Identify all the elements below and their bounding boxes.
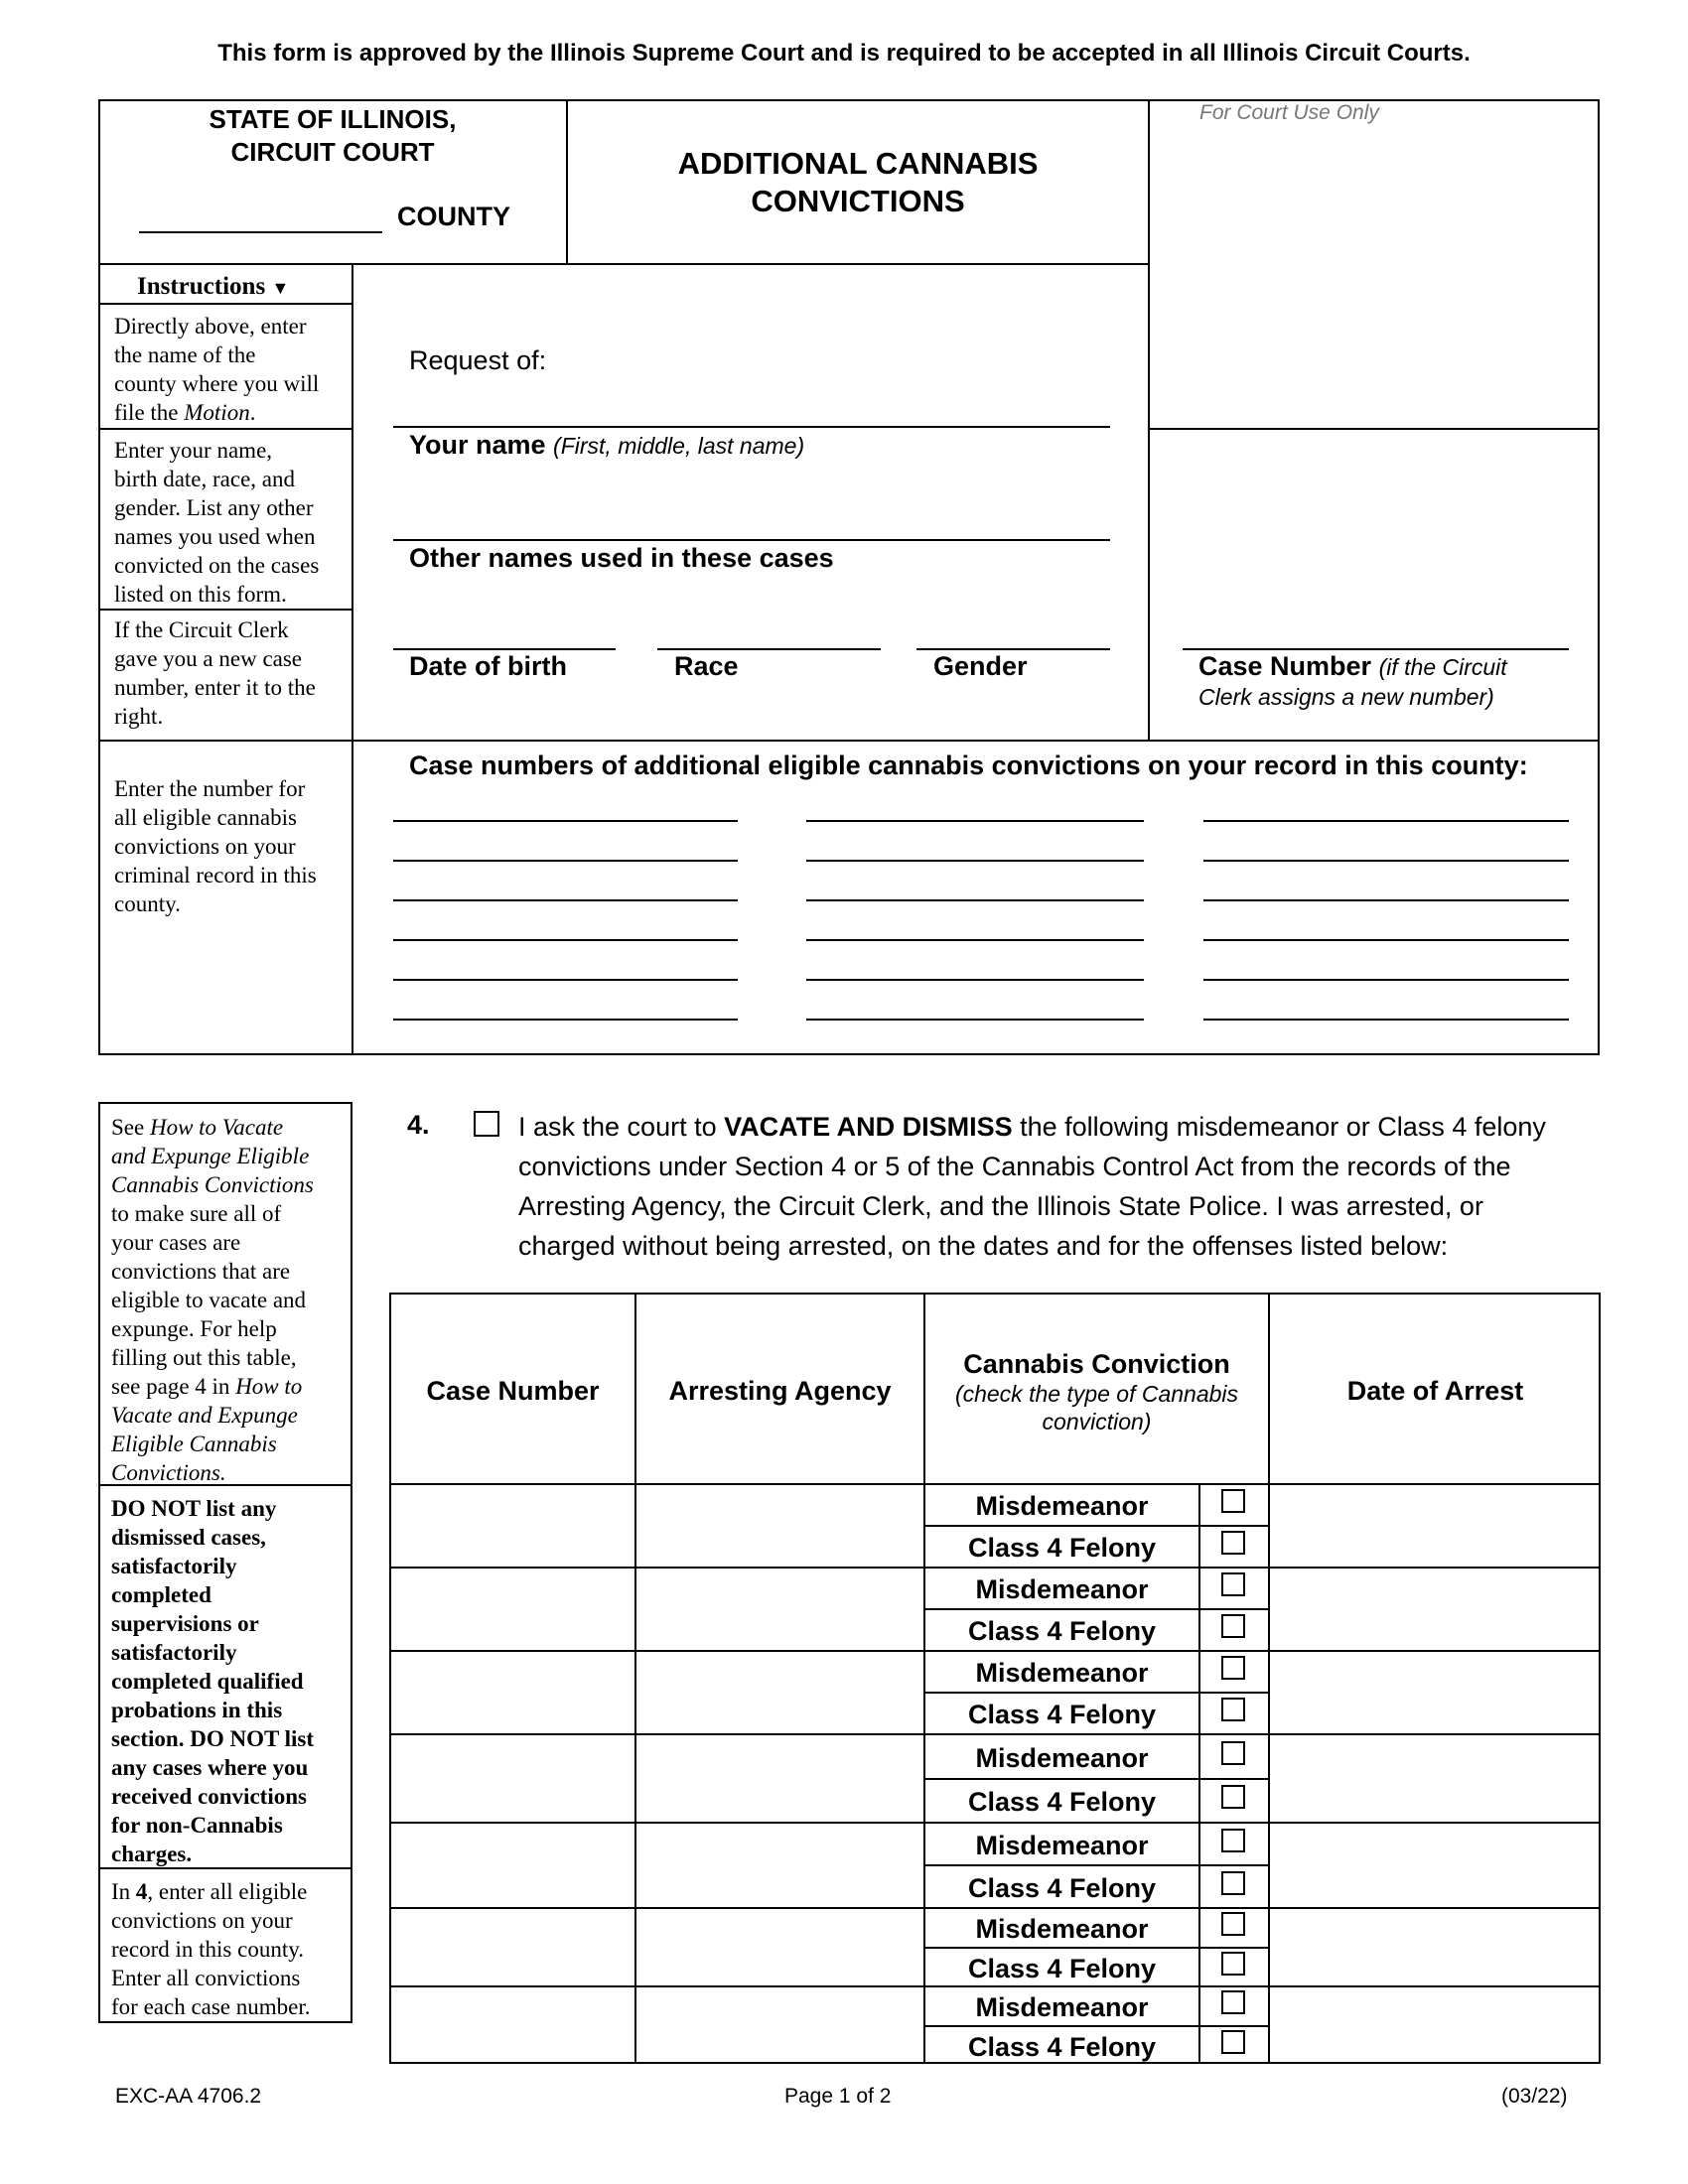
court-name: STATE OF ILLINOIS, CIRCUIT COURT (209, 104, 457, 167)
case-number-cell[interactable] (391, 1735, 634, 1821)
class-4-felony-checkbox[interactable] (1221, 1698, 1245, 1721)
additional-case-number-field[interactable] (393, 899, 738, 901)
misdemeanor-label: Misdemeanor (975, 1831, 1149, 1860)
county-label: COUNTY (397, 202, 510, 231)
class-4-felony-checkbox[interactable] (1221, 1614, 1245, 1638)
additional-case-number-field[interactable] (393, 979, 738, 981)
case-number-cell[interactable] (391, 1824, 634, 1906)
date-of-arrest-cell[interactable] (1270, 1735, 1601, 1821)
additional-case-number-field[interactable] (1203, 820, 1569, 822)
case-number-cell[interactable] (391, 1485, 634, 1566)
additional-case-number-field[interactable] (1203, 860, 1569, 862)
note-see-guide: See How to Vacate and Expunge Eligible Cannabis Convictions to make sure all of your cases are convictions that are eligible to vacate and expunge. For help filling out this table, see page 4 in How to Vacate and Expunge Eligible Cannabis Convictions. (111, 1115, 314, 1485)
class-4-felony-label: Class 4 Felony (967, 1700, 1157, 1729)
additional-case-number-field[interactable] (806, 1019, 1144, 1021)
additional-case-number-field[interactable] (1203, 939, 1569, 941)
case-number-cell[interactable] (391, 1987, 634, 2063)
gender-field[interactable] (916, 648, 1110, 650)
instruction-county: Directly above, enter the name of the county where you will file the Motion. (114, 314, 320, 425)
arresting-agency-cell[interactable] (636, 1987, 923, 2063)
additional-case-number-field[interactable] (1203, 899, 1569, 901)
your-name-label: Your name (First, middle, last name) (409, 430, 805, 460)
misdemeanor-checkbox[interactable] (1221, 1572, 1245, 1596)
class-4-felony-checkbox[interactable] (1221, 1785, 1245, 1809)
vacate-dismiss-checkbox[interactable] (474, 1111, 499, 1137)
case-number-cell[interactable] (391, 1569, 634, 1649)
other-names-label: Other names used in these cases (409, 543, 834, 573)
additional-case-number-field[interactable] (393, 860, 738, 862)
arresting-agency-cell[interactable] (636, 1735, 923, 1821)
arresting-agency-cell[interactable] (636, 1485, 923, 1566)
page-number: Page 1 of 2 (784, 2085, 892, 2108)
case-number-cell[interactable] (391, 1909, 634, 1984)
additional-case-number-field[interactable] (1203, 1019, 1569, 1021)
class-4-felony-checkbox[interactable] (1221, 1952, 1245, 1976)
instruction-convictions: Enter the number for all eligible cannabis convictions on your criminal record in this county. (114, 776, 317, 916)
additional-case-number-field[interactable] (393, 820, 738, 822)
additional-case-number-field[interactable] (806, 899, 1144, 901)
form-title: ADDITIONAL CANNABIS CONVICTIONS (677, 146, 1039, 218)
section-4-text: I ask the court to VACATE AND DISMISS the following misdemeanor or Class 4 felony convictions under Section 4 or 5 of the Cannabis Control Act from the records of the Arresting Agency, the Circuit Clerk, and the Illinois State Police. I was arrested, or charged without being arrested, on the dates and for the offenses listed below: (518, 1112, 1546, 1261)
section-4-number: 4. (407, 1110, 430, 1140)
form-id: EXC-AA 4706.2 (115, 2085, 262, 2108)
col-arresting-agency: Arresting Agency (668, 1376, 892, 1406)
arresting-agency-cell[interactable] (636, 1909, 923, 1984)
race-field[interactable] (657, 648, 881, 650)
class-4-felony-checkbox[interactable] (1221, 2030, 1245, 2054)
date-of-arrest-cell[interactable] (1270, 1569, 1601, 1649)
case-number-label: Case Number (if the Circuit Clerk assigns a new number) (1198, 651, 1507, 710)
arresting-agency-cell[interactable] (636, 1652, 923, 1732)
date-of-arrest-cell[interactable] (1270, 1909, 1601, 1984)
date-of-arrest-cell[interactable] (1270, 1485, 1601, 1566)
class-4-felony-label: Class 4 Felony (967, 1954, 1157, 1983)
class-4-felony-label: Class 4 Felony (967, 1533, 1157, 1563)
class-4-felony-label: Class 4 Felony (967, 1616, 1157, 1646)
class-4-felony-checkbox[interactable] (1221, 1531, 1245, 1555)
class-4-felony-label: Class 4 Felony (967, 1787, 1157, 1817)
misdemeanor-checkbox[interactable] (1221, 1829, 1245, 1852)
additional-case-number-field[interactable] (1203, 979, 1569, 981)
misdemeanor-checkbox[interactable] (1221, 1741, 1245, 1765)
header-frame (98, 99, 1600, 1055)
misdemeanor-checkbox[interactable] (1221, 1656, 1245, 1680)
additional-case-number-field[interactable] (806, 860, 1144, 862)
misdemeanor-checkbox[interactable] (1221, 1990, 1245, 2014)
instruction-case-number: If the Circuit Clerk gave you a new case number, enter it to the right. (114, 617, 316, 729)
instructions-heading: Instructions ▼ (137, 273, 290, 300)
triangle-down-icon: ▼ (271, 278, 290, 298)
misdemeanor-label: Misdemeanor (975, 1491, 1149, 1521)
misdemeanor-label: Misdemeanor (975, 1658, 1149, 1688)
additional-cases-label: Case numbers of additional eligible cannabis convictions on your record in this county: (409, 751, 1528, 780)
county-field[interactable] (139, 231, 382, 233)
additional-case-number-field[interactable] (806, 820, 1144, 822)
court-use-label: For Court Use Only (1199, 101, 1379, 124)
col-case-number: Case Number (426, 1376, 600, 1406)
instruction-name: Enter your name, birth date, race, and gender. List any other names you used when convicted on the cases listed on this form. (114, 438, 320, 607)
dob-field[interactable] (393, 648, 616, 650)
case-number-field[interactable] (1183, 648, 1569, 650)
approval-notice: This form is approved by the Illinois Supreme Court and is required to be accepted in all Illinois Circuit Courts. (217, 40, 1471, 67)
additional-case-number-field[interactable] (806, 939, 1144, 941)
additional-case-number-field[interactable] (393, 939, 738, 941)
date-of-arrest-cell[interactable] (1270, 1652, 1601, 1732)
misdemeanor-label: Misdemeanor (975, 1992, 1149, 2022)
request-of-field[interactable] (393, 426, 1110, 428)
date-of-arrest-cell[interactable] (1270, 1987, 1601, 2063)
col-date-of-arrest: Date of Arrest (1346, 1376, 1524, 1406)
request-of-label: Request of: (409, 345, 547, 375)
case-number-cell[interactable] (391, 1652, 634, 1732)
col-cannabis-conviction: Cannabis Conviction (check the type of Cannabis conviction) (954, 1349, 1239, 1434)
misdemeanor-label: Misdemeanor (975, 1914, 1149, 1944)
class-4-felony-label: Class 4 Felony (967, 1873, 1157, 1903)
note-section-4: In 4, enter all eligible convictions on your record in this county. Enter all convictions for each case number. (111, 1879, 311, 2019)
additional-case-number-field[interactable] (393, 1019, 738, 1021)
misdemeanor-label: Misdemeanor (975, 1574, 1149, 1604)
other-names-field[interactable] (393, 539, 1110, 541)
note-do-not-list: DO NOT list any dismissed cases, satisfactorily completed supervisions or satisfactorily completed qualified probations in this section. DO NOT list any cases where you received convictions for non-Cannabis charges. (111, 1496, 315, 1866)
arresting-agency-cell[interactable] (636, 1824, 923, 1906)
dob-label: Date of birth (409, 651, 567, 681)
class-4-felony-label: Class 4 Felony (967, 2032, 1157, 2062)
arresting-agency-cell[interactable] (636, 1569, 923, 1649)
class-4-felony-checkbox[interactable] (1221, 1871, 1245, 1895)
misdemeanor-checkbox[interactable] (1221, 1912, 1245, 1936)
misdemeanor-label: Misdemeanor (975, 1743, 1149, 1773)
date-of-arrest-cell[interactable] (1270, 1824, 1601, 1906)
revision-date: (03/22) (1501, 2085, 1568, 2108)
additional-case-number-field[interactable] (806, 979, 1144, 981)
gender-label: Gender (933, 651, 1028, 681)
race-label: Race (674, 651, 739, 681)
misdemeanor-checkbox[interactable] (1221, 1489, 1245, 1513)
